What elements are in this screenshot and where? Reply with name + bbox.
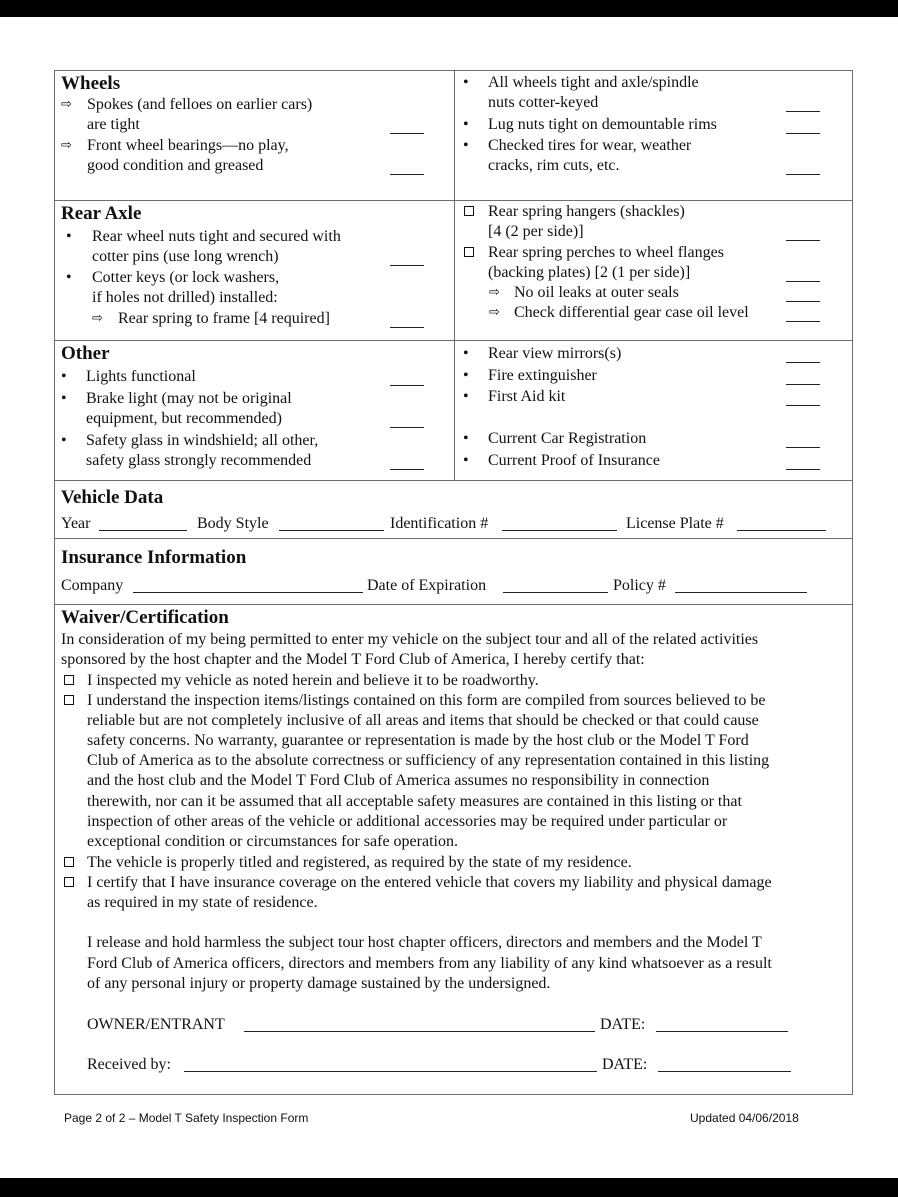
release-text: I release and hold harmless the subject tour host chapter officers, directors and members and the Model T [87,934,762,951]
waiver-item-4: as required in my state of residence. [87,894,318,911]
policy-field[interactable] [675,592,807,593]
wheels-item: are tight [87,116,140,133]
wheels-item: Spokes (and felloes on earlier cars) [87,96,313,113]
bullet-icon: • [61,368,67,385]
bottom-bar [0,1178,898,1197]
right-arrow-icon: ⇨ [489,284,500,299]
bullet-icon: • [463,137,469,154]
checkbox-icon[interactable] [464,206,474,216]
footer-updated-label: Updated 04/06/2018 [690,1111,799,1125]
checkbox-icon[interactable] [64,675,74,685]
bullet-icon: • [463,345,469,362]
bullet-icon: • [61,390,67,407]
waiver-item-4: I certify that I have insurance coverage on the entered vehicle that covers my liability and physical damage [87,874,772,891]
rear-axle-item: Cotter keys (or lock washers, [92,269,280,286]
right-arrow-icon: ⇨ [61,96,72,111]
wheels-item: Front wheel bearings—no play, [87,137,289,154]
waiver-item-2: therewith, nor can it be assumed that all acceptable safety measures are contained in this listing or that [87,793,742,810]
check-line[interactable] [786,447,820,448]
year-field[interactable] [99,530,187,531]
column-divider [454,70,455,480]
check-line[interactable] [786,321,820,322]
other-item: safety glass strongly recommended [86,452,312,469]
right-arrow-icon: ⇨ [92,310,103,325]
row-divider [54,604,853,605]
owner-date-field[interactable] [656,1031,788,1032]
owner-label: OWNER/ENTRANT [87,1016,225,1033]
other-item: Fire extinguisher [488,367,597,384]
checkbox-icon[interactable] [464,247,474,257]
check-line[interactable] [786,405,820,406]
received-label: Received by: [87,1056,171,1073]
bullet-icon: • [463,388,469,405]
body-style-field[interactable] [279,530,384,531]
right-arrow-icon: ⇨ [489,304,500,319]
check-line[interactable] [390,327,424,328]
received-signature-field[interactable] [184,1071,597,1072]
other-item: Rear view mirrors(s) [488,345,622,362]
identification-field[interactable] [502,530,617,531]
company-label: Company [61,577,124,594]
insurance-heading: Insurance Information [61,547,247,568]
row-divider [54,200,853,201]
vehicle-data-heading: Vehicle Data [61,487,164,508]
wheels-item: cracks, rim cuts, etc. [488,157,620,174]
company-field[interactable] [133,592,363,593]
check-line[interactable] [786,174,820,175]
wheels-item: Checked tires for wear, weather [488,137,692,154]
bullet-icon: • [61,432,67,449]
wheels-item: All wheels tight and axle/spindle [488,74,699,91]
check-line[interactable] [390,174,424,175]
rear-axle-item: if holes not drilled) installed: [92,289,278,306]
rear-axle-item: Check differential gear case oil level [514,304,749,321]
checkbox-icon[interactable] [64,877,74,887]
check-line[interactable] [390,265,424,266]
other-item: Current Car Registration [488,430,647,447]
check-line[interactable] [390,469,424,470]
other-heading: Other [61,343,110,364]
check-line[interactable] [786,384,820,385]
release-text: of any personal injury or property damage sustained by the undersigned. [87,975,551,992]
waiver-intro: In consideration of my being permitted to enter my vehicle on the subject tour and all of the related activities [61,631,759,648]
waiver-item-1: I inspected my vehicle as noted herein and believe it to be roadworthy. [87,672,539,689]
license-plate-field[interactable] [737,530,826,531]
other-item: Safety glass in windshield; all other, [86,432,319,449]
check-line[interactable] [786,362,820,363]
waiver-item-2: inspection of other areas of the vehicle or additional accessories may be required under particular or [87,813,728,830]
bullet-icon: • [463,430,469,447]
date-label: DATE: [602,1056,648,1073]
policy-label: Policy # [613,577,666,594]
rear-axle-item: No oil leaks at outer seals [514,284,679,301]
waiver-item-2: and the host club and the Model T Ford Club of America assumes no responsibility in connection [87,772,710,789]
other-item: Lights functional [86,368,196,385]
other-item: Current Proof of Insurance [488,452,660,469]
bullet-icon: • [463,116,469,133]
bullet-icon: • [66,269,72,286]
bullet-icon: • [463,367,469,384]
wheels-item: good condition and greased [87,157,264,174]
other-item: First Aid kit [488,388,566,405]
row-divider [54,340,853,341]
row-divider [54,538,853,539]
wheels-item: Lug nuts tight on demountable rims [488,116,717,133]
check-line[interactable] [786,133,820,134]
waiver-intro: sponsored by the host chapter and the Model T Ford Club of America, I hereby certify that: [61,651,645,668]
rear-axle-item: (backing plates) [2 (1 per side)] [488,264,691,281]
rear-axle-heading: Rear Axle [61,203,142,224]
check-line[interactable] [786,281,820,282]
expiration-label: Date of Expiration [367,577,487,594]
waiver-item-2: I understand the inspection items/listings contained on this form are compiled from sources believed to be [87,692,766,709]
date-label: DATE: [600,1016,646,1033]
expiration-field[interactable] [503,592,608,593]
release-text: Ford Club of America officers, directors and members from any liability of any kind whatsoever as a result [87,955,772,972]
waiver-item-2: safety concerns. No warranty, guarantee or representation is made by the host club or the Model T Ford [87,732,749,749]
identification-label: Identification # [390,515,489,532]
checkbox-icon[interactable] [64,857,74,867]
wheels-heading: Wheels [61,73,121,94]
waiver-item-3: The vehicle is properly titled and registered, as required by the state of my residence. [87,854,632,871]
bullet-icon: • [66,228,72,245]
received-date-field[interactable] [658,1071,791,1072]
waiver-item-2: Club of America as to the absolute correctness or sufficiency of any representation contained in this listing [87,752,770,769]
top-bar [0,0,898,17]
rear-axle-item: Rear spring hangers (shackles) [488,203,685,220]
other-item: Brake light (may not be original [86,390,292,407]
row-divider [54,480,853,481]
rear-axle-item: cotter pins (use long wrench) [92,248,279,265]
check-line[interactable] [786,111,820,112]
check-line[interactable] [786,469,820,470]
rear-axle-item: Rear spring perches to wheel flanges [488,244,724,261]
check-line[interactable] [390,427,424,428]
other-item: equipment, but recommended) [86,410,282,427]
waiver-heading: Waiver/Certification [61,607,229,628]
rear-axle-item: [4 (2 per side)] [488,223,584,240]
footer-page-label: Page 2 of 2 – Model T Safety Inspection Form [64,1111,309,1125]
waiver-item-2: reliable but are not completely inclusive of all areas and items that should be checked or that could cause [87,712,759,729]
check-line[interactable] [390,385,424,386]
rear-axle-item: Rear wheel nuts tight and secured with [92,228,341,245]
check-line[interactable] [390,133,424,134]
check-line[interactable] [786,301,820,302]
bullet-icon: • [463,452,469,469]
owner-signature-field[interactable] [244,1031,595,1032]
year-label: Year [61,515,91,532]
rear-axle-item: Rear spring to frame [4 required] [118,310,330,327]
checkbox-icon[interactable] [64,695,74,705]
waiver-item-2: exceptional condition or circumstances for safe operation. [87,833,458,850]
bullet-icon: • [463,74,469,91]
body-style-label: Body Style [197,515,269,532]
wheels-item: nuts cotter-keyed [488,94,599,111]
license-plate-label: License Plate # [626,515,724,532]
check-line[interactable] [786,240,820,241]
right-arrow-icon: ⇨ [61,137,72,152]
